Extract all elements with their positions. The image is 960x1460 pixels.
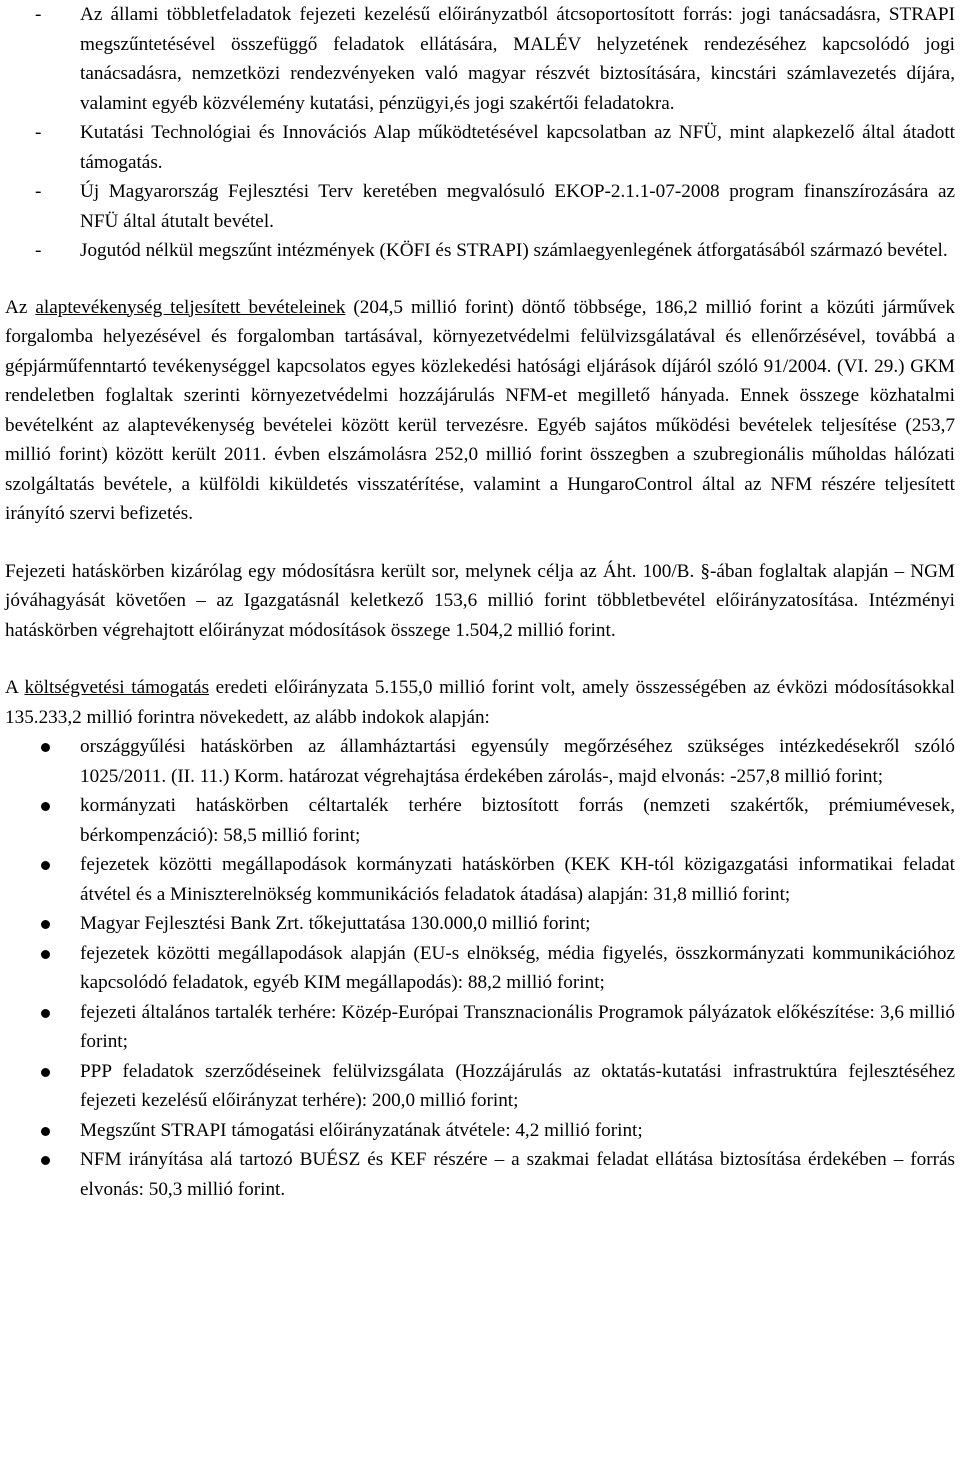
dash-list [5,0,955,266]
dash-item-text: Új Magyarország Fejlesztési Terv keretében megvalósuló EKOP-2.1.1-07-2008 program finanszírozására az NFÜ által átutalt bevétel. [80,181,955,232]
bullet-list-item [5,1145,955,1204]
underlined-term-budget: költségvetési támogatás [24,677,210,698]
bullet-dot-icon [41,920,50,929]
bullet-list [5,732,955,1204]
bullet-dot-icon [41,950,50,959]
bullet-dot-icon [41,1068,50,1077]
bullet-dot-icon [41,1127,50,1136]
bullet-dot-icon [41,802,50,811]
spacer [5,266,955,293]
bullet-list-item [5,998,955,1057]
bullet-item-text: PPP feladatok szerződéseinek felülvizsgálata (Hozzájárulás az oktatás-kutatási infrastruktúra fejlesztéséhez fejezeti kezelésű előirányzat terhére): 200,0 millió forint; [80,1060,955,1111]
dash-marker: - [35,240,42,261]
bullet-item-text: Megszűnt STRAPI támogatási előirányzatának átvétele: 4,2 millió forint; [80,1119,643,1141]
bullet-list-item [5,939,955,998]
paragraph-revenue-text: (204,5 millió forint) döntő többsége, 186,2 millió forint a közúti járművek forgalomba helyezésével és forgalomban tartásával, környezetvédelmi felülvizsgálatával és ellenőrzésével, továbbá a gépjárműfenntartó tevékenységgel kapcsolatos egyes közlekedési hatósági eljárások díjáról szóló 91/2004. (VI. 29.) GKM rendeletben foglaltak szerinti környezetvédelmi hozzájárulás NFM-et megillető hányada. Ennek összege közhatalmi bevételként az alaptevékenység bevételei között kerül tervezésre. Egyéb sajátos működési bevételek teljesítése (253,7 millió forint) között került 2011. évben elszámolásra 252,0 millió forint összegben a szubregionális műholdas hálózati szolgáltatás bevétele, a külföldi kiküldetés visszatérítése, valamint a HungaroControl által az NFM részére teljesített irányító szervi befizetés. [5,296,955,524]
paragraph-revenue [5,293,955,529]
paragraph-budget-support [5,673,955,732]
paragraph-budget-text: eredeti előirányzata 5.155,0 millió forint volt, amely összességében az évközi módosításokkal 135.233,2 millió forintra növekedett, az alább indokok alapján: [5,677,955,728]
bullet-list-item [5,850,955,909]
bullet-item-text: országgyűlési hatáskörben az államháztartási egyensúly megőrzéséhez szükséges intézkedésekről szóló 1025/2011. (II. 11.) Korm. határozat végrehajtása érdekében zárolás-, majd elvonás: -257,8 millió forint; [80,736,955,787]
dash-item-text: Jogutód nélkül megszűnt intézmények (KÖFI és STRAPI) számlaegyenlegének átforgatásából származó bevétel. [80,240,948,261]
document-page [5,0,955,1204]
bullet-list-item [5,1057,955,1116]
underlined-term-revenue: alaptevékenység teljesített bevételeinek [35,296,346,318]
bullet-list-item [5,909,955,939]
dash-marker: - [35,122,42,143]
bullet-item-text: fejezeti általános tartalék terhére: Közép-Európai Transznacionális Programok pályázatok előkészítése: 3,6 millió forint; [80,1001,955,1052]
dash-marker: - [35,181,42,202]
spacer [5,645,955,673]
bullet-item-text: kormányzati hatáskörben céltartalék terhére biztosított forrás (nemzeti szakértők, prémiumévesek, bérkompenzáció): 58,5 millió forint; [80,795,955,846]
paragraph-revenue-prefix: Az [5,296,36,318]
bullet-dot-icon [41,743,50,752]
bullet-dot-icon [41,1009,50,1018]
bullet-list-item [5,791,955,850]
dash-list-item [5,118,955,177]
bullet-item-text: NFM irányítása alá tartozó BUÉSZ és KEF részére – a szakmai feladat ellátása biztosítása érdekében – forrás elvonás: 50,3 millió forint. [80,1149,955,1200]
bullet-item-text: fejezetek közötti megállapodások kormányzati hatáskörben (KEK KH-tól közigazgatási informatikai feladat átvétel és a Miniszterelnökség kommunikációs feladatok átadása) alapján: 31,8 millió forint; [80,854,955,905]
bullet-dot-icon [41,1156,50,1165]
dash-item-text: Az állami többletfeladatok fejezeti kezelésű előirányzatból átcsoportosított forrás: jogi tanácsadásra, STRAPI megszűntetésével összefüggő feladatok ellátására, MALÉV helyzetének rendezéséhez kapcsolódó jogi tanácsadásra, nemzetközi rendezvényeken való magyar részvét biztosítására, kincstári számlavezetés díjára, valamint egyéb közvélemény kutatási, pénzügyi,és jogi szakértői feladatokra. [80,4,955,114]
dash-list-item [5,177,955,236]
bullet-list-item [5,732,955,791]
bullet-item-text: fejezetek közötti megállapodások alapján (EU-s elnökség, média figyelés, összkormányzati kommunikációhoz kapcsolódó feladatok, egyéb KIM megállapodás): 88,2 millió forint; [80,942,955,993]
spacer [5,529,955,557]
dash-marker: - [35,4,42,25]
dash-list-item [5,0,955,118]
bullet-list-item [5,1116,955,1146]
dash-list-item [5,236,955,266]
dash-item-text: Kutatási Technológiai és Innovációs Alap működtetésével kapcsolatban az NFÜ, mint alapkezelő által átadott támogatás. [80,122,955,173]
bullet-item-text: Magyar Fejlesztési Bank Zrt. tőkejuttatása 130.000,0 millió forint; [80,913,591,934]
paragraph-budget-prefix: A [5,677,25,698]
paragraph-modifications: Fejezeti hatáskörben kizárólag egy módosításra került sor, melynek célja az Áht. 100/B. §-ában foglaltak alapján – NGM jóváhagyását követően – az Igazgatásnál keletkező 153,6 millió forint többletbevétel előirányzatosítása. Intézményi hatáskörben végrehajtott előirányzat módosítások összege 1.504,2 millió forint. [5,560,955,641]
bullet-dot-icon [41,861,50,870]
